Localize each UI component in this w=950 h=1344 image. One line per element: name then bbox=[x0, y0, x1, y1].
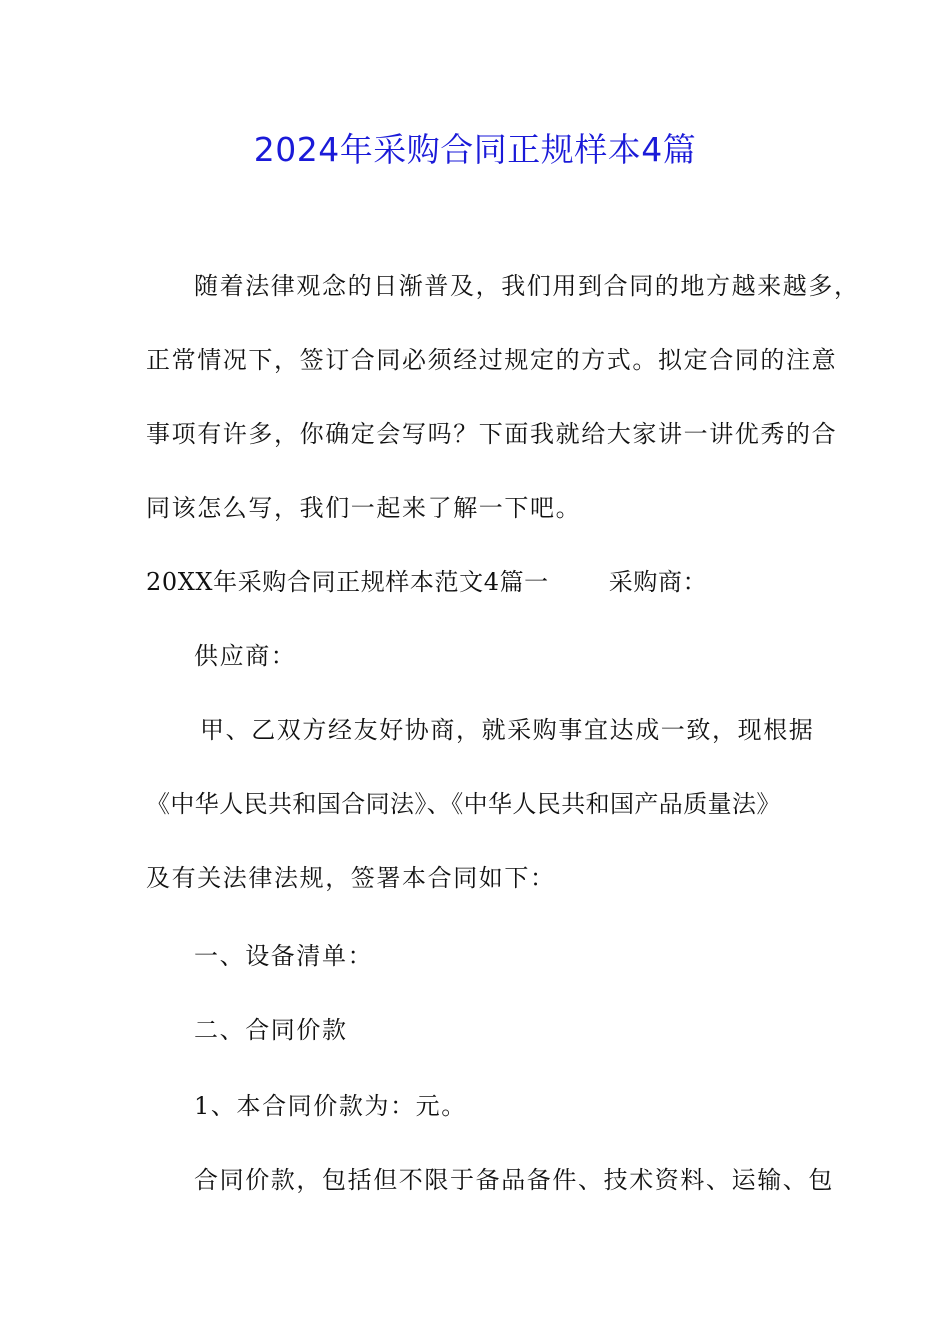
agreement-line-3: 及有关法律法规，签署本合同如下： bbox=[146, 864, 556, 892]
document-title: 2024年采购合同正规样本4篇 bbox=[253, 130, 697, 169]
purchaser-label: 采购商： bbox=[608, 568, 708, 596]
intro-line-1: 随着法律观念的日渐普及，我们用到合同的地方越来越多， bbox=[194, 272, 860, 300]
supplier-label: 供应商： bbox=[194, 642, 297, 670]
section-heading-line bbox=[146, 564, 826, 600]
price-inclusion-line: 合同价款，包括但不限于备品备件、技术资料、运输、包 bbox=[194, 1166, 834, 1194]
clause-equipment-list: 一、设备清单： bbox=[194, 942, 374, 970]
section-heading: 20XX年采购合同正规样本范文4篇一 bbox=[146, 568, 549, 596]
agreement-line-2: 《中华人民共和国合同法》、《中华人民共和国产品质量法》 bbox=[146, 790, 781, 818]
intro-line-4: 同该怎么写，我们一起来了解一下吧。 bbox=[146, 494, 582, 522]
intro-line-3: 事项有许多，你确定会写吗？下面我就给大家讲一讲优秀的合 bbox=[146, 420, 838, 448]
clause-contract-price: 二、合同价款 bbox=[194, 1016, 348, 1044]
clause-price-amount: 1、本合同价款为：元。 bbox=[194, 1092, 467, 1120]
intro-line-2: 正常情况下，签订合同必须经过规定的方式。拟定合同的注意 bbox=[146, 346, 838, 374]
agreement-line-1: 甲、乙双方经友好协商，就采购事宜达成一致，现根据 bbox=[200, 716, 815, 744]
